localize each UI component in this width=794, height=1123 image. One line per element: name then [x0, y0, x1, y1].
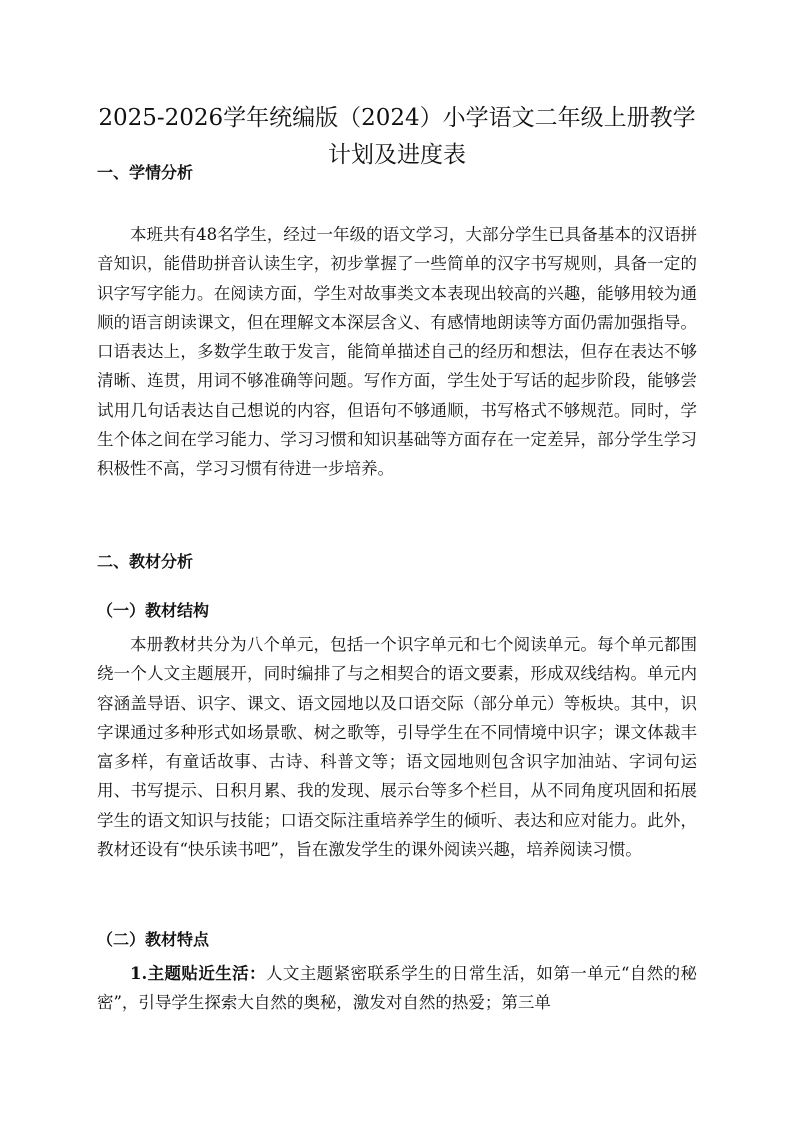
title-line-2: 计划及进度表	[328, 142, 466, 168]
title-line-1: 2025-2026学年统编版（2024）小学语文二年级上册教学	[98, 105, 696, 131]
section-heading-textbook-analysis: 二、教材分析	[97, 552, 194, 571]
subsection-heading-structure: （一）教材结构	[97, 601, 210, 620]
feature-point-1	[97, 959, 697, 1018]
feature-point-1-text: 人文主题紧密联系学生的日常生活，如第一单元“自然的秘密”，引导学生探索大自然的奥秘，激发对自然的热爱；第三单	[97, 964, 698, 1013]
subsection-heading-features: （二）教材特点	[97, 930, 210, 949]
section-heading-learning-analysis: 一、学情分析	[97, 163, 194, 182]
learning-analysis-paragraph: 本班共有48名学生，经过一年级的语文学习，大部分学生已具备基本的汉语拼音知识，能借助拼音认读生字，初步掌握了一些简单的汉字书写规则，具备一定的识字写字能力。在阅读方面，学生对故事类文本表现出较高的兴趣，能够用较为通顺的语言朗读课文，但在理解文本深层含义、有感情地朗读等方面仍需加强指导。口语表达上，多数学生敢于发言，能简单描述自己的经历和想法，但存在表达不够清晰、连贯，用词不够准确等问题。写作方面，学生处于写话的起步阶段，能够尝试用几句话表达自己想说的内容，但语句不够通顺，书写格式不够规范。同时，学生个体之间在学习能力、学习习惯和知识基础等方面存在一定差异，部分学生学习积极性不高，学习习惯有待进一步培养。	[97, 225, 697, 479]
structure-paragraph: 本册教材共分为八个单元，包括一个识字单元和七个阅读单元。每个单元都围绕一个人文主题展开，同时编排了与之相契合的语文要素，形成双线结构。单元内容涵盖导语、识字、课文、语文园地以及口语交际（部分单元）等板块。其中，识字课通过多种形式如场景歌、树之歌等，引导学生在不同情境中识字；课文体裁丰富多样，有童话故事、古诗、科普文等；语文园地则包含识字加油站、字词句运用、书写提示、日积月累、我的发现、展示台等多个栏目，从不同角度巩固和拓展学生的语文知识与技能；口语交际注重培养学生的倾听、表达和应对能力。此外，教材还设有“快乐读书吧”，旨在激发学生的课外阅读兴趣，培养阅读习惯。	[97, 635, 697, 860]
feature-point-1-label: 1.主题贴近生活：	[130, 964, 266, 983]
